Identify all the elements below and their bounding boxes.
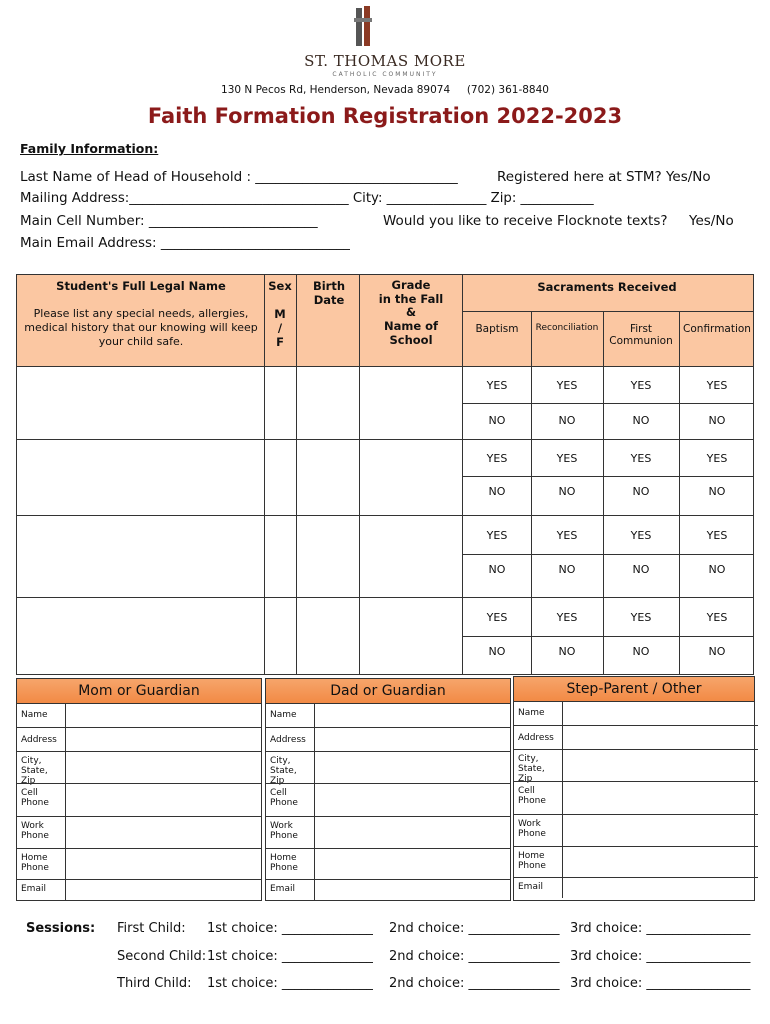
guardian-field-label: City, State, Zip	[518, 754, 545, 784]
sacrament-reconciliation: Reconciliation	[535, 323, 599, 333]
org-subtitle: CATHOLIC COMMUNITY	[332, 71, 438, 78]
org-address: 130 N Pecos Rd, Henderson, Nevada 89074 (702) 361-8840	[221, 84, 549, 96]
sacrament-yes-option[interactable]: YES	[706, 452, 728, 465]
sacrament-no-option[interactable]: NO	[488, 414, 506, 427]
guardian-field-row[interactable]	[266, 783, 510, 817]
sacrament-yes-option[interactable]: YES	[486, 611, 508, 624]
guardian-field-label: Email	[518, 882, 543, 892]
session-choice-field[interactable]: 1st choice: ______________	[207, 949, 373, 964]
sacrament-no-option[interactable]: NO	[632, 645, 650, 658]
guardian-field-label: Email	[21, 884, 46, 894]
sacrament-yes-option[interactable]: YES	[556, 529, 578, 542]
session-child-label: First Child:	[117, 921, 186, 936]
guardian-field-row[interactable]	[17, 848, 261, 880]
sacrament-yes-option[interactable]: YES	[556, 611, 578, 624]
session-choice-field[interactable]: 1st choice: ______________	[207, 921, 373, 936]
guardian-field-label: Name	[21, 710, 48, 720]
guardian-field-row[interactable]	[514, 701, 758, 725]
sacrament-yes-option[interactable]: YES	[556, 379, 578, 392]
session-child-label: Second Child:	[117, 949, 207, 964]
sacrament-no-option[interactable]: NO	[708, 563, 726, 576]
guardian-field-row[interactable]	[17, 703, 261, 727]
guardian-field-row[interactable]	[17, 879, 261, 901]
sex-opt-m: M	[274, 307, 286, 321]
sacrament-yes-option[interactable]: YES	[630, 452, 652, 465]
birth-date-header: Birth Date	[312, 279, 346, 307]
guardian-field-label: Email	[270, 884, 295, 894]
sacrament-no-option[interactable]: NO	[708, 414, 726, 427]
sacrament-yes-option[interactable]: YES	[706, 379, 728, 392]
guardian-field-label: Address	[21, 735, 57, 745]
sex-opt-slash: /	[277, 321, 283, 335]
guardian-field-row[interactable]	[266, 848, 510, 880]
sacrament-yes-option[interactable]: YES	[486, 452, 508, 465]
registered-field[interactable]: Registered here at STM? Yes/No	[497, 169, 711, 185]
guardian-field-label: Home Phone	[270, 853, 298, 873]
sacrament-baptism: Baptism	[475, 323, 519, 335]
guardian-field-row[interactable]	[266, 879, 510, 901]
guardian-field-label: Name	[518, 708, 545, 718]
session-choice-field[interactable]: 2nd choice: ______________	[389, 949, 560, 964]
sacrament-yes-option[interactable]: YES	[706, 529, 728, 542]
guardian-field-row[interactable]	[514, 846, 758, 878]
student-table	[16, 274, 754, 675]
guardian-field-row[interactable]	[266, 816, 510, 849]
family-section-label: Family Information:	[20, 141, 159, 156]
step-parent-title: Step-Parent / Other	[514, 677, 754, 702]
guardian-field-row[interactable]	[266, 751, 510, 784]
sacrament-confirmation: Confirmation	[683, 323, 751, 335]
session-child-label: Third Child:	[117, 976, 192, 991]
sacrament-yes-option[interactable]: YES	[630, 611, 652, 624]
guardian-field-row[interactable]	[266, 703, 510, 727]
session-choice-field[interactable]: 3rd choice: ________________	[570, 921, 751, 936]
sex-header: Sex	[268, 279, 292, 293]
session-choice-field[interactable]: 3rd choice: ________________	[570, 976, 751, 991]
sessions-label: Sessions:	[26, 921, 96, 936]
mailing-address-field[interactable]: Mailing Address:_________________________________ City: _______________ Zip: ___________	[20, 191, 594, 206]
flocknote-field[interactable]: Would you like to receive Flocknote texts? Yes/No	[383, 213, 734, 229]
cell-number-field[interactable]: Main Cell Number: _________________________	[20, 213, 318, 229]
sacrament-no-option[interactable]: NO	[558, 485, 576, 498]
sacrament-yes-option[interactable]: YES	[556, 452, 578, 465]
guardian-field-row[interactable]	[514, 877, 758, 899]
guardian-field-label: Home Phone	[21, 853, 49, 873]
guardian-field-label: Cell Phone	[270, 788, 298, 808]
guardian-field-label: City, State, Zip	[21, 756, 48, 786]
guardian-field-label: Cell Phone	[518, 786, 546, 806]
guardian-field-label: Home Phone	[518, 851, 546, 871]
mom-guardian-table	[16, 678, 262, 901]
sacrament-yes-option[interactable]: YES	[630, 379, 652, 392]
sacrament-no-option[interactable]: NO	[558, 563, 576, 576]
guardian-field-label: Work Phone	[518, 819, 546, 839]
sacrament-no-option[interactable]: NO	[488, 645, 506, 658]
sacrament-no-option[interactable]: NO	[708, 645, 726, 658]
session-choice-field[interactable]: 1st choice: ______________	[207, 976, 373, 991]
sacrament-first-communion: First Communion	[609, 323, 673, 347]
sacrament-no-option[interactable]: NO	[488, 485, 506, 498]
org-name: ST. THOMAS MORE	[304, 52, 466, 70]
guardian-field-row[interactable]	[17, 783, 261, 817]
sacrament-yes-option[interactable]: YES	[630, 529, 652, 542]
sacrament-no-option[interactable]: NO	[632, 485, 650, 498]
sacrament-yes-option[interactable]: YES	[486, 379, 508, 392]
page-title: Faith Formation Registration 2022-2023	[147, 104, 623, 128]
sacrament-no-option[interactable]: NO	[708, 485, 726, 498]
mom-guardian-title: Mom or Guardian	[17, 679, 261, 704]
sacraments-header: Sacraments Received	[537, 280, 677, 294]
guardian-field-label: Cell Phone	[21, 788, 49, 808]
step-parent-table	[513, 676, 755, 901]
guardian-field-row[interactable]	[17, 751, 261, 784]
guardian-field-row[interactable]	[514, 814, 758, 847]
sacrament-no-option[interactable]: NO	[558, 645, 576, 658]
sacrament-yes-option[interactable]: YES	[706, 611, 728, 624]
dad-guardian-table	[265, 678, 511, 901]
guardian-field-label: Work Phone	[21, 821, 49, 841]
guardian-field-row[interactable]	[17, 816, 261, 849]
guardian-field-label: City, State, Zip	[270, 756, 297, 786]
session-choice-field[interactable]: 2nd choice: ______________	[389, 921, 560, 936]
guardian-field-row[interactable]	[514, 749, 758, 782]
sex-opt-f: F	[276, 335, 284, 349]
guardian-field-row[interactable]	[266, 727, 510, 752]
session-choice-field[interactable]: 2nd choice: ______________	[389, 976, 560, 991]
guardian-field-label: Name	[270, 710, 297, 720]
guardian-field-row[interactable]	[17, 727, 261, 752]
sacrament-yes-option[interactable]: YES	[486, 529, 508, 542]
session-choice-field[interactable]: 3rd choice: ________________	[570, 949, 751, 964]
guardian-field-label: Work Phone	[270, 821, 298, 841]
student-name-header: Student's Full Legal Name	[56, 279, 226, 293]
last-name-field[interactable]: Last Name of Head of Household : ______________________________	[20, 169, 458, 185]
sacrament-no-option[interactable]: NO	[558, 414, 576, 427]
sacrament-no-option[interactable]: NO	[488, 563, 506, 576]
guardian-field-label: Address	[518, 733, 554, 743]
dad-guardian-title: Dad or Guardian	[266, 679, 510, 704]
grade-header: Grade in the Fall & Name of School	[378, 278, 444, 347]
student-note: Please list any special needs, allergies, medical history that our knowing will keep your child safe.	[24, 307, 258, 348]
guardian-field-row[interactable]	[514, 781, 758, 815]
stm-logo-icon	[352, 6, 374, 48]
guardian-field-label: Address	[270, 735, 306, 745]
guardian-field-row[interactable]	[514, 725, 758, 750]
sacrament-no-option[interactable]: NO	[632, 563, 650, 576]
email-field[interactable]: Main Email Address: ____________________________	[20, 235, 350, 251]
sacrament-no-option[interactable]: NO	[632, 414, 650, 427]
